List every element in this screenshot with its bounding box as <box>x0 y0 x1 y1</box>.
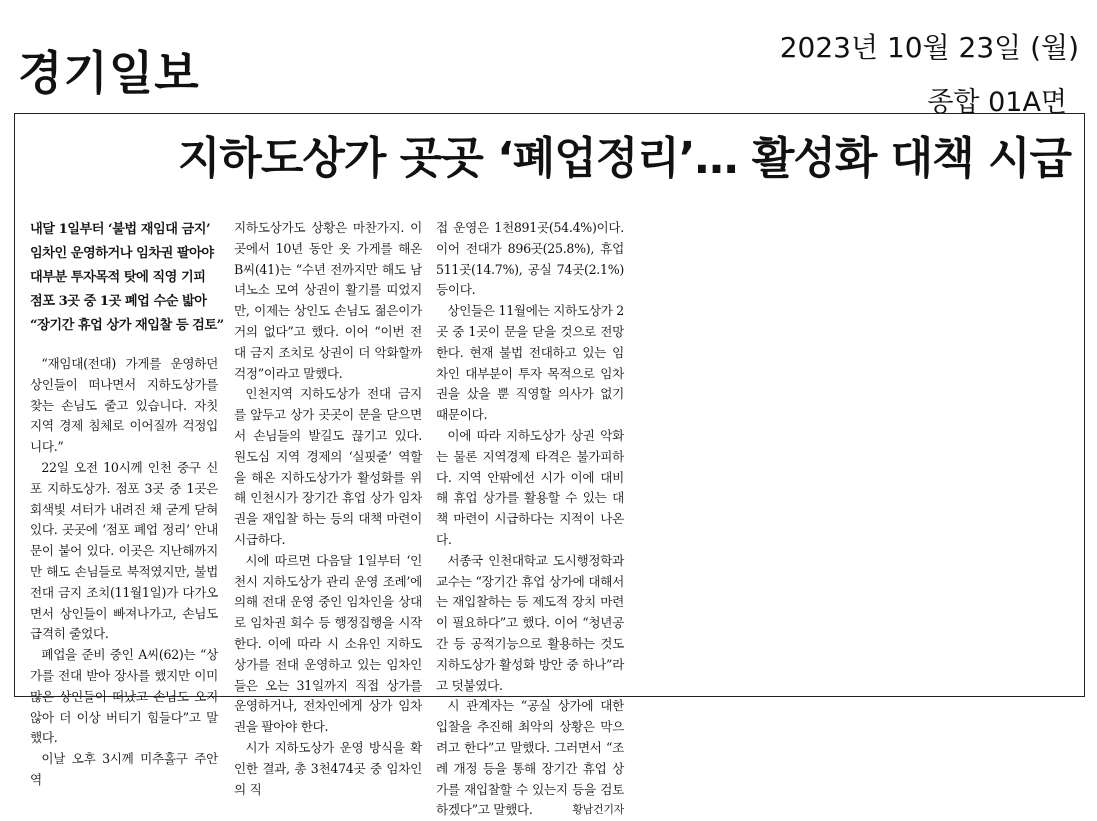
body-paragraph: 상인들은 11월에는 지하도상가 2곳 중 1곳이 문을 닫을 것으로 전망한다. 현재 불법 전대하고 있는 임차인 대부분이 투자 목적으로 임차권을 샀을 뿐 직영할 의사가 없기 때문이다. <box>436 303 624 423</box>
body-paragraph: 시가 지하도상가 운영 방식을 확인한 결과, 총 3천474곳 중 임차인의 직 <box>234 739 422 797</box>
subheadline-block <box>30 218 224 338</box>
reporter-byline: 황남건기자 <box>572 803 624 817</box>
publication-date: 2023년 10월 23일 (월) <box>779 31 1079 64</box>
subheadline: 대부분 투자목적 탓에 직영 기피 <box>30 270 206 285</box>
body-paragraph: 22일 오전 10시께 인천 중구 신포 지하도상가. 점포 3곳 중 1곳은 회색빛 셔터가 내려진 채 굳게 닫혀 있다. 곳곳에 ‘점포 폐업 정리’ 안내문이 붙어 있다. 이곳은 지난해까지만 해도 손님들로 북적였지만, 불법 전대 금지 조치(11월1일)가 다가오면서 상인들이 빠져나가고, 손님도 급격히 줄었다. <box>30 459 218 642</box>
subheadline: 임차인 운영하거나 임차권 팔아야 <box>30 246 214 261</box>
body-paragraph: 폐업을 준비 중인 A씨(62)는 “상가를 전대 받아 장사를 했지만 이미 많은 상인들이 떠났고 손님도 오지 않아 더 이상 버티기 힘들다”고 말했다. <box>30 647 218 746</box>
body-paragraph: “재임대(전대) 가게를 운영하던 상인들이 떠나면서 지하도상가를 찾는 손님도 줄고 있습니다. 자칫 지역 경제 침체로 이어질까 걱정입니다.” <box>30 356 218 455</box>
article-column-1 <box>30 218 224 791</box>
subheadline: “장기간 휴업 상가 재입찰 등 검토” <box>30 318 224 333</box>
body-paragraph: 인천지역 지하도상가 전대 금지를 앞두고 상가 곳곳이 문을 닫으면서 손님들의 발길도 끊기고 있다. 원도심 지역 경제의 ‘실핏줄’ 역할을 해온 지하도상가가 활성화를 위해 인천시가 장기간 휴업 상가 임차권을 재입찰 하는 등의 대책 마련이 시급하다. <box>234 386 422 547</box>
body-paragraph <box>436 696 624 821</box>
newspaper-logo: 경기일보 <box>18 46 200 100</box>
page-number: 종합 01A면 <box>927 87 1067 118</box>
article-column-2 <box>234 218 422 800</box>
body-paragraph: 시에 따르면 다음달 1일부터 ‘인천시 지하도상가 관리 운영 조례’에 의해 전대 운영 중인 임차인을 상대로 임차권 회수 등 행정집행을 시작한다. 이에 따라 시 소유인 지하도상가를 전대 운영하고 있는 임차인들은 오는 31일까지 직접 상가를 운영하거나, 전차인에게 상가 임차권을 팔아야 한다. <box>234 552 422 735</box>
body-paragraph: 서종국 인천대학교 도시행정학과 교수는 “장기간 휴업 상가에 대해서는 재입찰하는 등 제도적 장치 마련이 필요하다”고 했다. 이어 “청년공간 등 공적기능으로 활용하는 것도 지하도상가 활성화 방안 중 하나”라고 덧붙였다. <box>436 552 624 693</box>
article-column-3 <box>436 218 624 821</box>
body-paragraph: 지하도상가도 상황은 마찬가지. 이곳에서 10년 동안 옷 가게를 해온 B씨(41)는 “수년 전까지만 해도 남녀노소 모여 상권이 활기를 띠었지만, 이제는 상인도 손님도 젊은이가 거의 없다”고 했다. 이어 “이번 전대 금지 조치로 상권이 더 악화할까 걱정”이라고 말했다. <box>234 220 422 381</box>
body-paragraph-text: 시 관계자는 “공실 상가에 대한 입찰을 추진해 최악의 상황은 막으려고 한다”고 말했다. 그러면서 “조례 개정 등을 통해 장기간 휴업 상가를 재입찰할 수 있는지 등을 검토하겠다”고 말했다. <box>436 698 624 818</box>
subheadline: 내달 1일부터 ‘불법 재임대 금지’ <box>30 222 211 237</box>
body-paragraph: 이에 따라 지하도상가 상권 악화는 물론 지역경제 타격은 불가피하다. 지역 안팎에선 시가 이에 대비해 휴업 상가를 활용할 수 있는 대책 마련이 시급하다는 지적이 나온다. <box>436 427 624 547</box>
body-paragraph: 이날 오후 3시께 미추홀구 주안역 <box>30 751 218 787</box>
article-headline: 지하도상가 곳곳 ‘폐업정리’… 활성화 대책 시급 <box>177 133 1071 184</box>
subheadline: 점포 3곳 중 1곳 폐업 수순 밟아 <box>30 294 207 309</box>
body-paragraph: 접 운영은 1천891곳(54.4%)이다. 이어 전대가 896곳(25.8%), 휴업 511곳(14.7%), 공실 74곳(2.1%) 등이다. <box>436 220 624 298</box>
